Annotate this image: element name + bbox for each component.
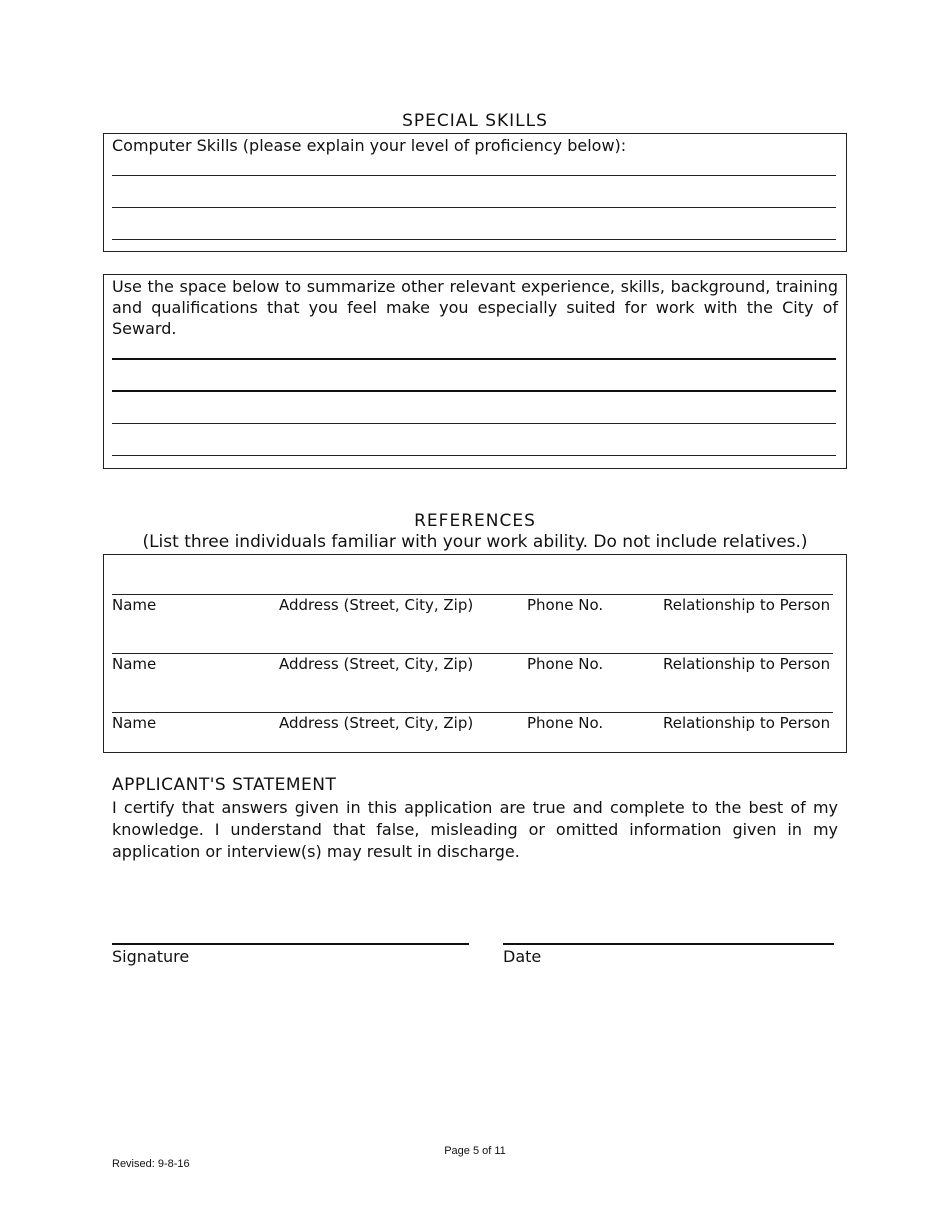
reference-2-relationship-label: Relationship to Person [663,655,831,673]
date-label: Date [503,947,542,966]
qualifications-line-4[interactable] [112,455,836,456]
reference-1-address-label: Address (Street, City, Zip) [279,596,474,614]
references-box [103,554,847,753]
qualifications-prompt: Use the space below to summarize other relevant experience, skills, background, training and qualifications that you feel make you especially suited for work with the City of Seward. [112,277,838,338]
applicant-statement-body: I certify that answers given in this application are true and complete to the best of my knowledge. I understand that false, misleading or omitted information given in my application or interview(s) may result in discharge. [112,798,838,861]
reference-1-phone-label: Phone No. [527,596,604,614]
reference-3-address-label: Address (Street, City, Zip) [279,714,474,732]
reference-3-phone-label: Phone No. [527,714,604,732]
reference-3-line[interactable] [112,712,833,713]
signature-label: Signature [112,947,190,966]
signature-line[interactable] [112,943,469,945]
reference-3-name-label: Name [112,714,157,732]
special-skills-heading: SPECIAL SKILLS [402,111,548,131]
applicant-statement-heading: APPLICANT'S STATEMENT [112,775,337,795]
revised-date: Revised: 9-8-16 [112,1158,190,1170]
reference-3-relationship-label: Relationship to Person [663,714,831,732]
qualifications-box [103,274,847,469]
page-number: Page 5 of 11 [444,1145,506,1157]
reference-2-name-label: Name [112,655,157,673]
computer-skills-line-2[interactable] [112,207,836,208]
computer-skills-box [103,133,847,252]
qualifications-line-1[interactable] [112,358,836,360]
computer-skills-line-3[interactable] [112,239,836,240]
qualifications-line-3[interactable] [112,423,836,424]
reference-2-address-label: Address (Street, City, Zip) [279,655,474,673]
qualifications-line-2[interactable] [112,390,836,392]
reference-1-relationship-label: Relationship to Person [663,596,831,614]
computer-skills-line-1[interactable] [112,175,836,176]
reference-1-name-label: Name [112,596,157,614]
references-subtitle: (List three individuals familiar with your work ability. Do not include relatives.) [142,532,808,552]
computer-skills-prompt: Computer Skills (please explain your level of proficiency below): [112,136,627,155]
references-heading: REFERENCES [414,511,536,531]
reference-2-phone-label: Phone No. [527,655,604,673]
reference-2-line[interactable] [112,653,833,654]
reference-1-line[interactable] [112,594,833,595]
date-line[interactable] [503,943,834,945]
